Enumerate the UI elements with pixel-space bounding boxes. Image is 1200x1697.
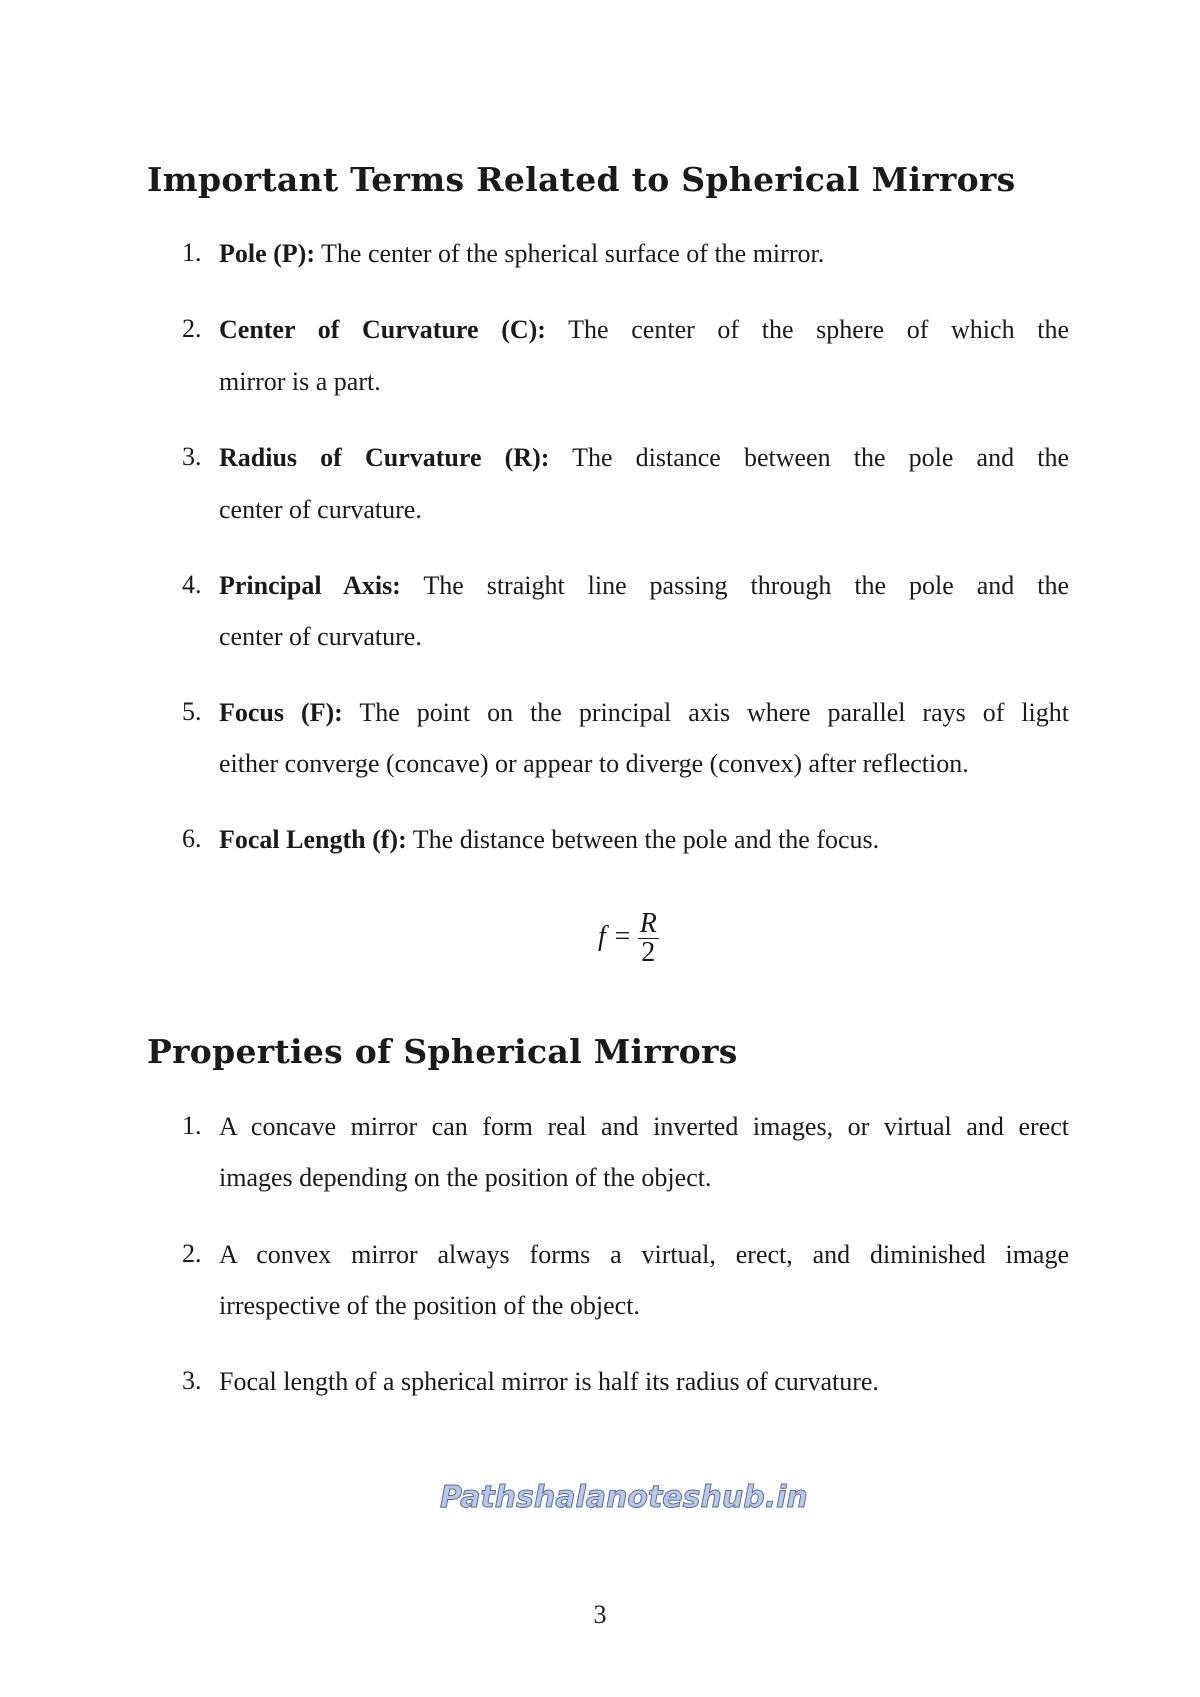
list-number: 3. <box>182 1366 202 1395</box>
term: Focal Length (f): <box>219 825 407 854</box>
list-item <box>219 442 1069 474</box>
term: Pole (P): <box>219 239 316 268</box>
numerator: R <box>639 908 657 939</box>
list-number: 4. <box>182 570 202 599</box>
list-item-continuation: center of curvature. <box>219 622 422 651</box>
list-item <box>219 570 1069 602</box>
list-number: 3. <box>182 442 202 471</box>
list-item: A concave mirror can form real and inverted images, or virtual and erect <box>219 1112 1069 1141</box>
list-item <box>219 824 1069 856</box>
list-item-continuation: irrespective of the position of the object. <box>219 1291 640 1320</box>
section-heading-properties: Properties of Spherical Mirrors <box>147 1032 738 1071</box>
list-item-continuation: center of curvature. <box>219 495 422 524</box>
definition: The center of the spherical surface of the mirror. <box>321 239 825 268</box>
definition: The distance between the pole and the focus. <box>412 825 880 854</box>
list-item <box>219 697 1069 729</box>
definition: The point on the principal axis where parallel rays of light <box>359 698 1069 727</box>
term: Center of Curvature (C): <box>219 315 546 344</box>
formula-lhs: f = <box>598 920 632 952</box>
definition: The straight line passing through the pole and the <box>423 571 1069 600</box>
section-heading-terms: Important Terms Related to Spherical Mirrors <box>147 160 1016 199</box>
list-number: 1. <box>182 1111 202 1140</box>
term: Focus (F): <box>219 698 343 727</box>
definition: The distance between the pole and the <box>572 443 1070 472</box>
list-number: 2. <box>182 1239 202 1268</box>
list-item: Focal length of a spherical mirror is half its radius of curvature. <box>219 1367 879 1396</box>
list-item <box>219 314 1069 346</box>
list-number: 2. <box>182 314 202 343</box>
list-item <box>219 238 1069 270</box>
fraction <box>638 910 659 967</box>
list-item-continuation: either converge (concave) or appear to diverge (convex) after reflection. <box>219 749 969 778</box>
denominator: 2 <box>641 937 656 968</box>
list-item: A convex mirror always forms a virtual, erect, and diminished image <box>219 1240 1069 1269</box>
list-item-continuation: mirror is a part. <box>219 367 381 396</box>
list-number: 6. <box>182 824 202 853</box>
term: Principal Axis: <box>219 571 401 600</box>
watermark: Pathshalanoteshub.in <box>440 1480 808 1515</box>
list-item-continuation: images depending on the position of the object. <box>219 1163 712 1192</box>
list-number: 5. <box>182 697 202 726</box>
focal-length-formula <box>598 910 659 967</box>
page-number: 3 <box>593 1600 607 1629</box>
definition: The center of the sphere of which the <box>568 315 1069 344</box>
list-number: 1. <box>182 238 202 267</box>
term: Radius of Curvature (R): <box>219 443 550 472</box>
